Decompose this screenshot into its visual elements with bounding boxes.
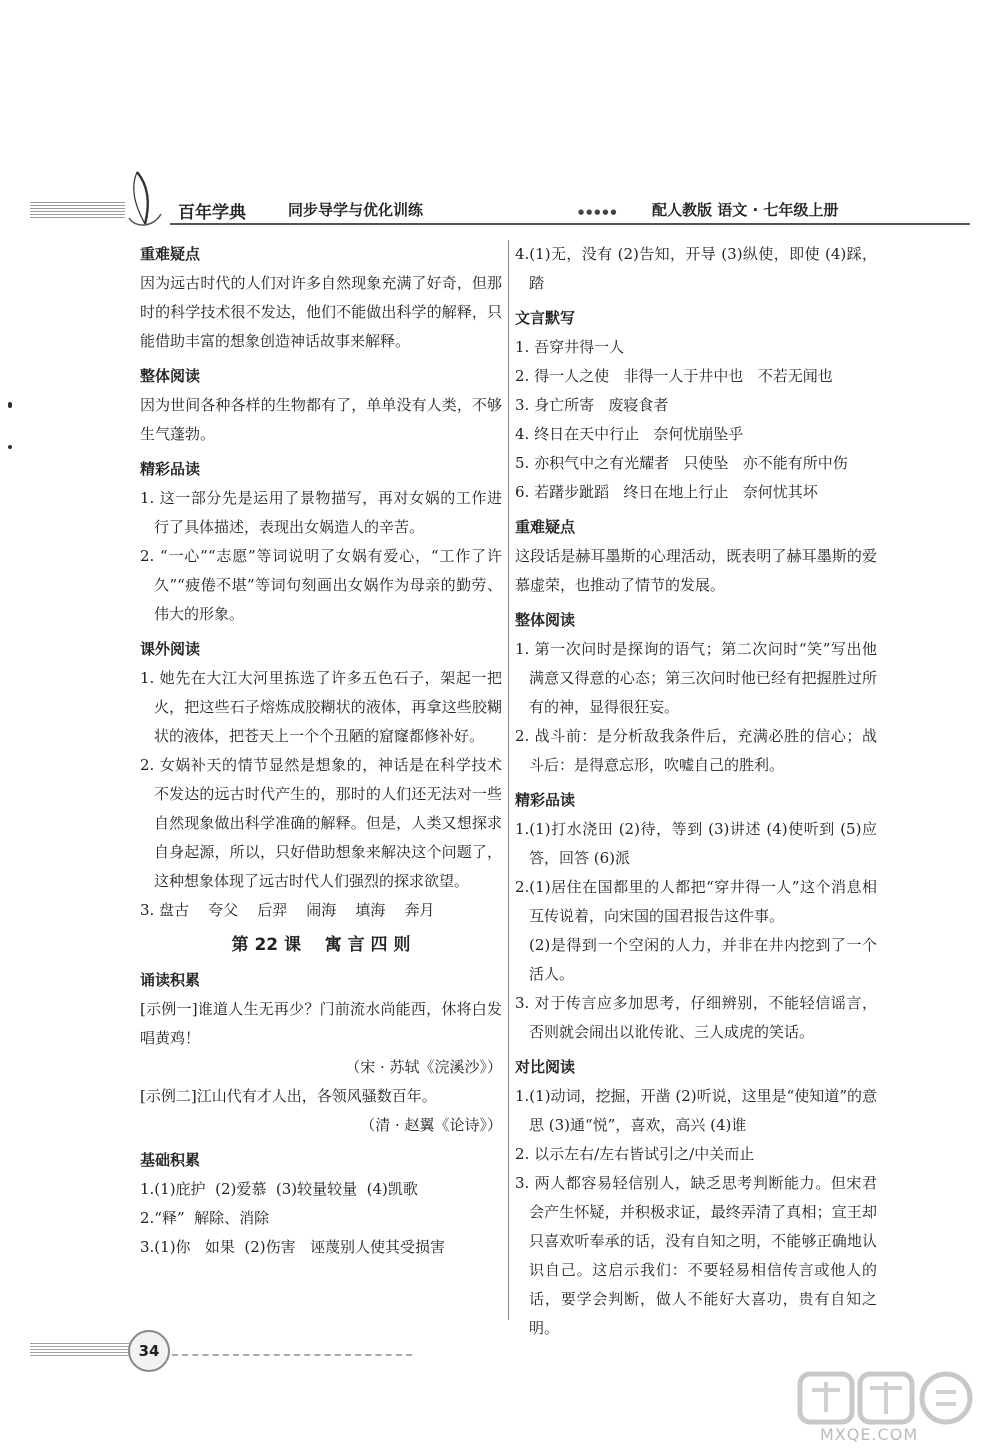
- answer-item: 1.(1)庇护 (2)爱慕 (3)较量较量 (4)凯歌: [140, 1180, 418, 1198]
- answer-item: 1.(1)打水浇田 (2)待，等到 (3)讲述 (4)使听到 (5)应答，回答 (6)派: [515, 820, 877, 867]
- answer-item: 5. 亦积气中之有光耀者 只使坠 亦不能有所中伤: [515, 454, 848, 472]
- section-text: 因为远古时代的人们对许多自然现象充满了好奇，但那时的科学技术很不发达，他们不能做出科学的解释，只能借助丰富的想象创造神话故事来解释。: [140, 274, 502, 350]
- answer-item: 3. 对于传言应多加思考，仔细辨别，不能轻信谣言，否则就会闹出以讹传讹、三人成虎的笑话。: [515, 994, 877, 1041]
- header-brand: 百年学典: [178, 203, 246, 223]
- section-heading: 精彩品读: [515, 791, 576, 809]
- answer-item: 2. 以示左右/左右皆试引之/中关而止: [515, 1145, 755, 1163]
- footer-stripes: [30, 1342, 130, 1356]
- section-heading: 重难疑点: [140, 245, 201, 263]
- answer-item: 1. 她先在大江大河里拣选了许多五色石子，架起一把火，把这些石子熔炼成胶糊状的液体，再拿这些胶糊状的液体，把苍天上一个个丑陋的窟窿都修补好。: [140, 669, 502, 745]
- answer-item: 1.(1)动词，挖掘，开凿 (2)听说，这里是“使知道”的意思 (3)通“悦”，喜欢，高兴 (4)谁: [515, 1087, 877, 1134]
- answer-item: 1. 第一次问时是探询的语气；第二次问时“笑”写出他满意又得意的心态；第三次问时他已经有把握胜过所有的神，显得很狂妄。: [515, 640, 877, 716]
- answer-item: 6. 若躇步跐蹈 终日在地上行止 奈何忧其坏: [515, 483, 818, 501]
- page-number: 34: [128, 1330, 170, 1372]
- margin-mark: [8, 445, 12, 449]
- column-divider: [508, 240, 509, 1320]
- poem-source: （宋 · 苏轼《浣溪沙》）: [345, 1058, 502, 1076]
- right-column: [515, 240, 877, 1343]
- answer-item: 1. 吾穿井得一人: [515, 338, 625, 356]
- left-column: [140, 240, 502, 1262]
- answer-item: 2.(1)居住在国都里的人都把“穿井得一人”这个消息相互传说着，向宋国的国君报告这件事。: [515, 878, 877, 925]
- page-footer: [30, 1330, 430, 1370]
- section-heading: 诵读积累: [140, 971, 201, 989]
- answer-item: 3.(1)你 如果 (2)伤害 诬蔑别人使其受损害: [140, 1238, 445, 1256]
- header-edition: 配人教版 语文 · 七年级上册: [652, 201, 839, 219]
- poem-example: [示例一]谁道人生无再少？门前流水尚能西，休将白发唱黄鸡！: [140, 1000, 502, 1047]
- header-stripes: [30, 200, 125, 218]
- answer-item: 2. “一心”“志愿”等词说明了女娲有爱心，“工作了许久”“疲倦不堪”等词句刻画出女娲作为母亲的勤劳、伟大的形象。: [140, 547, 502, 623]
- answer-item: 3. 身亡所寄 废寝食者: [515, 396, 669, 414]
- answer-item: 4.(1)无，没有 (2)告知，开导 (3)纵使，即使 (4)踩，踏: [515, 245, 877, 292]
- answer-item: 2. 得一人之使 非得一人于井中也 不若无闻也: [515, 367, 833, 385]
- section-heading: 对比阅读: [515, 1058, 576, 1076]
- section-heading: 整体阅读: [515, 611, 576, 629]
- section-text: 因为世间各种各样的生物都有了，单单没有人类，不够生气蓬勃。: [140, 396, 502, 443]
- lesson-title: 第 22 课 寓 言 四 则: [231, 935, 411, 955]
- answer-item: 2. 女娲补天的情节显然是想象的，神话是在科学技术不发达的远古时代产生的，那时的人们还无法对一些自然现象做出科学准确的解释。但是，人类又想探求自身起源，所以，只好借助想象来解决这个问题了，这种想象体现了远古时代人们强烈的探求欲望。: [140, 756, 502, 890]
- quill-pen-icon: [125, 170, 165, 228]
- answer-item: 2.“释” 解除、消除: [140, 1209, 270, 1227]
- section-heading: 整体阅读: [140, 367, 201, 385]
- answer-item: 3. 两人都容易轻信别人，缺乏思考判断能力。但宋君会产生怀疑，并积极求证，最终弄清了真相；宣王却只喜欢听奉承的话，没有自知之明，不能够正确地认识自己。这启示我们：不要轻易相信传言或他人的话，要学会判断，做人不能好大喜功，贵有自知之明。: [515, 1174, 877, 1337]
- section-heading: 文言默写: [515, 309, 576, 327]
- margin-mark: [8, 402, 12, 408]
- answer-item: 2. 战斗前：是分析敌我条件后，充满必胜的信心；战斗后：是得意忘形，吹嘘自己的胜利。: [515, 727, 877, 774]
- poem-example: [示例二]江山代有才人出，各领风骚数百年。: [140, 1087, 437, 1105]
- answer-item: 1. 这一部分先是运用了景物描写，再对女娲的工作进行了具体描述，表现出女娲造人的辛苦。: [140, 489, 502, 536]
- answer-item: (2)是得到一个空闲的人力，并非在井内挖到了一个活人。: [529, 936, 877, 983]
- answer-item: 4. 终日在天中行止 奈何忧崩坠乎: [515, 425, 744, 443]
- section-text: 这段话是赫耳墨斯的心理活动，既表明了赫耳墨斯的爱慕虚荣，也推动了情节的发展。: [515, 547, 877, 594]
- header-subtitle: 同步导学与优化训练: [288, 201, 424, 219]
- section-heading: 课外阅读: [140, 640, 201, 658]
- header-rule: [170, 223, 970, 225]
- header-dots: ●●●●●: [578, 208, 619, 216]
- watermark-text: MXQE.COM: [820, 1425, 919, 1444]
- section-heading: 重难疑点: [515, 518, 576, 536]
- poem-source: （清 · 赵翼《论诗》）: [360, 1116, 502, 1134]
- answer-item: 3. 盘古 夸父 后羿 闹海 填海 奔月: [140, 901, 435, 919]
- section-heading: 精彩品读: [140, 460, 201, 478]
- footer-dashed-rule: [172, 1354, 412, 1356]
- section-heading: 基础积累: [140, 1151, 201, 1169]
- page-header: [30, 170, 970, 232]
